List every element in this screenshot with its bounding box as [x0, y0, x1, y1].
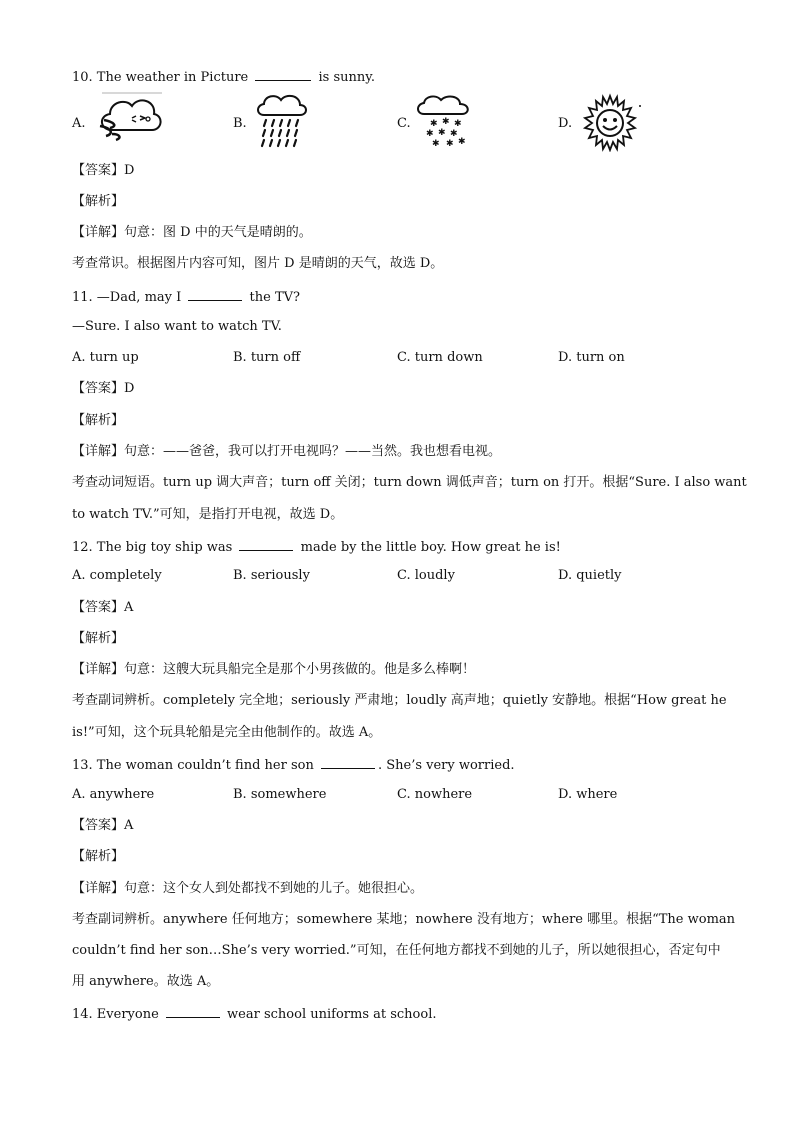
answer-blank [321, 756, 375, 769]
svg-text:✱: ✱ [432, 139, 440, 149]
option-c: C. loudly [397, 568, 455, 583]
answer-label: 【答案】D [72, 163, 135, 178]
explanation-text: is!”可知，这个玩具轮船是完全由他制作的。故选 A。 [72, 725, 382, 740]
option-d: D. quietly [558, 568, 622, 583]
option-d-label: D. [558, 116, 573, 131]
snow-icon [416, 94, 472, 150]
detail-text: 【详解】句意：图 D 中的天气是晴朗的。 [72, 225, 312, 240]
explanation-text: couldn’t find her son…She’s very worried.”可知，在任何地方都找不到她的儿子，所以她很担心，否定句中 [72, 943, 721, 958]
option-d: D. where [558, 787, 618, 802]
question-10-stem: 10. The weather in Picture is sunny. [72, 70, 376, 85]
svg-text:✱: ✱ [458, 137, 466, 147]
option-c: C. turn down [397, 350, 483, 365]
option-c: C. nowhere [397, 787, 473, 802]
analysis-label: 【解析】 [72, 413, 125, 428]
rain-icon [256, 93, 310, 149]
explanation-text: 考查副词辨析。completely 完全地；seriously 严肃地；loudly 高声地；quietly 安静地。根据“How great he [72, 693, 727, 708]
explanation-text: 考查动词短语。turn up 调大声音；turn off 关闭；turn down 调低声音；turn on 打开。根据“Sure. I also want [72, 475, 747, 490]
answer-label: 【答案】A [72, 818, 134, 833]
detail-text: 【详解】句意：这艘大玩具船完全是那个小男孩做的。他是多么棒啊！ [72, 662, 476, 677]
question-11-stem: 11. —Dad, may I the TV? [72, 290, 300, 305]
svg-text:✱: ✱ [426, 129, 434, 139]
question-11-reply: —Sure. I also want to watch TV. [72, 319, 282, 334]
option-b-label: B. [233, 116, 247, 131]
svg-text:✱: ✱ [430, 119, 438, 129]
explanation-text: to watch TV.”可知，是指打开电视，故选 D。 [72, 507, 344, 522]
option-d: D. turn on [558, 350, 625, 365]
explanation-text: 考查常识。根据图片内容可知，图片 D 是晴朗的天气，故选 D。 [72, 256, 444, 271]
answer-blank [188, 288, 242, 301]
analysis-label: 【解析】 [72, 194, 125, 209]
option-b: B. somewhere [233, 787, 327, 802]
explanation-text: 用 anywhere。故选 A。 [72, 974, 220, 989]
sun-icon [578, 92, 644, 152]
option-a-label: A. [72, 116, 86, 131]
answer-blank [255, 68, 311, 81]
svg-text:✱: ✱ [446, 139, 454, 149]
answer-blank [166, 1005, 220, 1018]
option-a: A. turn up [72, 350, 139, 365]
detail-text: 【详解】句意：——爸爸，我可以打开电视吗？——当然。我也想看电视。 [72, 444, 502, 459]
option-c-label: C. [397, 116, 411, 131]
analysis-label: 【解析】 [72, 631, 125, 646]
detail-text: 【详解】句意：这个女人到处都找不到她的儿子。她很担心。 [72, 881, 424, 896]
option-a: A. anywhere [72, 787, 155, 802]
option-a: A. completely [72, 568, 162, 583]
question-12-stem: 12. The big toy ship was made by the little boy. How great he is! [72, 540, 561, 555]
question-13-stem: 13. The woman couldn’t find her son . She’s very worried. [72, 758, 515, 773]
analysis-label: 【解析】 [72, 849, 125, 864]
option-b: B. turn off [233, 350, 301, 365]
option-b: B. seriously [233, 568, 310, 583]
windy-cloud-icon [92, 90, 166, 142]
answer-label: 【答案】A [72, 600, 134, 615]
explanation-text: 考查副词辨析。anywhere 任何地方；somewhere 某地；nowhere 没有地方；where 哪里。根据“The woman [72, 912, 736, 927]
svg-text:✱: ✱ [438, 128, 446, 138]
answer-blank [239, 538, 293, 551]
question-14-stem: 14. Everyone wear school uniforms at school. [72, 1007, 437, 1022]
answer-label: 【答案】D [72, 381, 135, 396]
svg-text:✱: ✱ [442, 117, 450, 127]
svg-text:✱: ✱ [454, 119, 462, 129]
svg-text:✱: ✱ [450, 129, 458, 139]
